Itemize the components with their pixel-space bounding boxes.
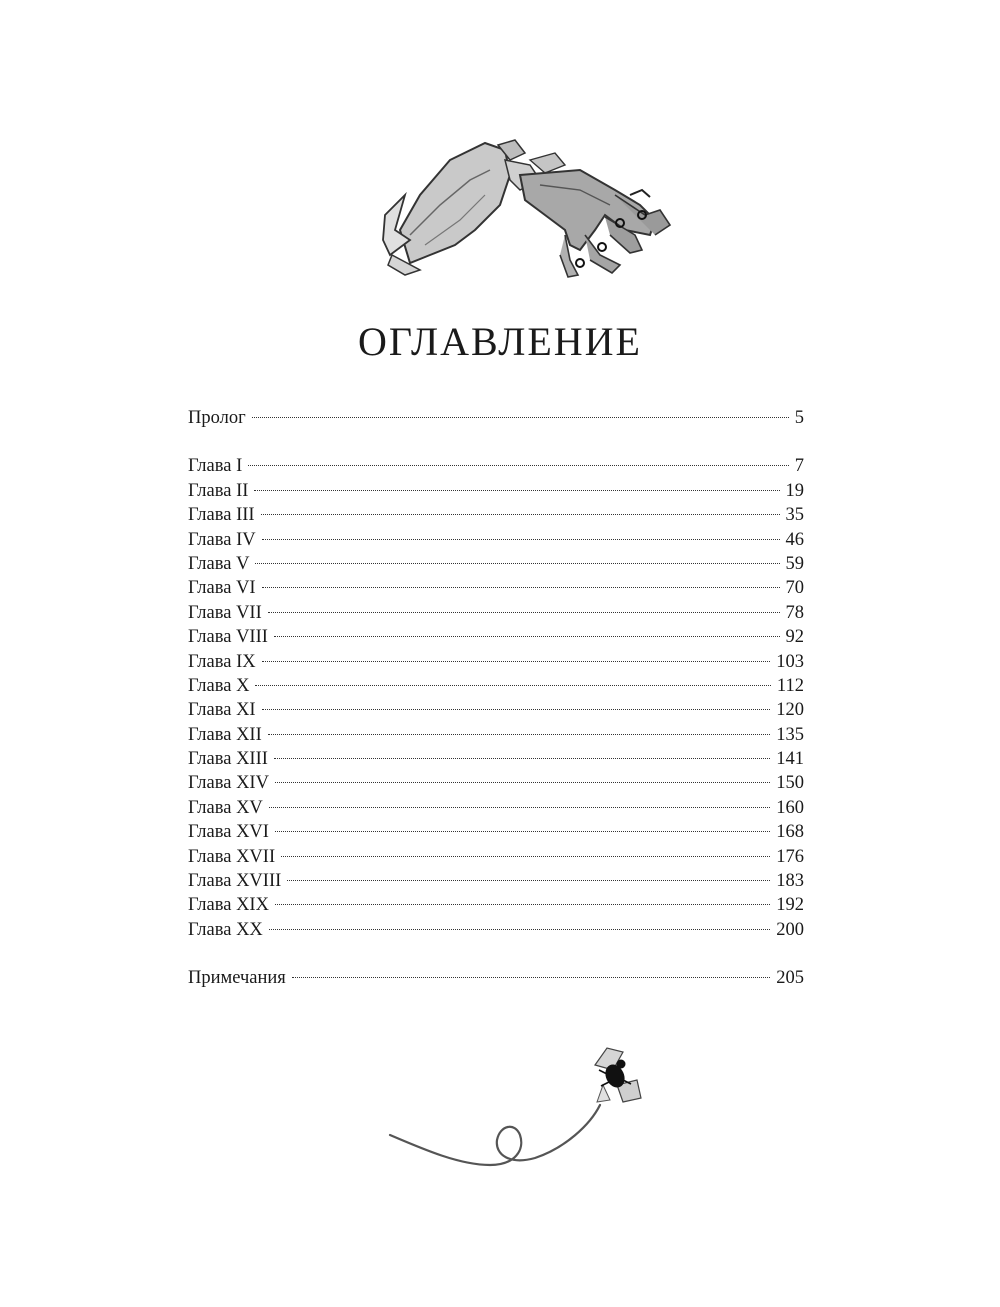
table-of-contents xyxy=(188,406,804,991)
toc-page-number: 59 xyxy=(785,553,804,574)
toc-leader-dots xyxy=(261,514,780,515)
toc-page-number: 35 xyxy=(785,505,804,526)
toc-entry-chapter[interactable] xyxy=(188,576,804,600)
toc-entry-chapter[interactable] xyxy=(188,479,804,503)
toc-page-number: 112 xyxy=(776,675,804,696)
toc-leader-dots xyxy=(268,612,780,613)
toc-page-number: 19 xyxy=(785,480,804,501)
toc-leader-dots xyxy=(269,929,770,930)
toc-leader-dots xyxy=(274,636,780,637)
flying-beetle-illustration xyxy=(385,1040,655,1180)
toc-entry-chapter[interactable] xyxy=(188,869,804,893)
toc-entry-chapter[interactable] xyxy=(188,674,804,698)
toc-entry-label: Глава XVIII xyxy=(188,871,282,892)
toc-entry-chapter[interactable] xyxy=(188,771,804,795)
toc-entry-notes[interactable] xyxy=(188,966,804,990)
toc-page-number: 205 xyxy=(776,968,804,989)
toc-entry-label: Глава IX xyxy=(188,651,256,672)
toc-entry-label: Глава VIII xyxy=(188,627,268,648)
toc-entry-chapter[interactable] xyxy=(188,723,804,747)
toc-entry-chapter[interactable] xyxy=(188,552,804,576)
toc-leader-dots xyxy=(275,904,770,905)
toc-leader-dots xyxy=(248,465,789,466)
toc-leader-dots xyxy=(292,977,770,978)
toc-entry-chapter[interactable] xyxy=(188,698,804,722)
toc-entry-label: Глава VI xyxy=(188,578,256,599)
toc-leader-dots xyxy=(262,661,771,662)
toc-entry-label: Глава II xyxy=(188,480,249,501)
toc-entry-label: Глава XX xyxy=(188,919,263,940)
toc-page-number: 46 xyxy=(785,529,804,550)
toc-entry-chapter[interactable] xyxy=(188,820,804,844)
toc-leader-dots xyxy=(269,807,770,808)
toc-leader-dots xyxy=(262,587,780,588)
toc-leader-dots xyxy=(252,417,789,418)
toc-leader-dots xyxy=(255,685,770,686)
toc-entry-chapter[interactable] xyxy=(188,918,804,942)
toc-entry-label: Глава XIV xyxy=(188,773,269,794)
toc-entry-chapter[interactable] xyxy=(188,625,804,649)
toc-page-number: 141 xyxy=(776,749,804,770)
gloved-hands-illustration xyxy=(380,135,685,285)
toc-page-number: 192 xyxy=(776,895,804,916)
toc-page-number: 183 xyxy=(776,871,804,892)
toc-entry-label: Глава I xyxy=(188,456,243,477)
toc-page-number: 135 xyxy=(776,724,804,745)
toc-page-number: 176 xyxy=(776,846,804,867)
toc-leader-dots xyxy=(274,758,770,759)
toc-entry-label: Глава III xyxy=(188,505,255,526)
toc-leader-dots xyxy=(268,734,770,735)
toc-leader-dots xyxy=(262,539,780,540)
toc-entry-label: Глава XI xyxy=(188,700,256,721)
toc-entry-label: Примечания xyxy=(188,968,286,989)
toc-entry-label: Глава IV xyxy=(188,529,256,550)
toc-entry-label: Глава XVI xyxy=(188,822,269,843)
toc-page-number: 7 xyxy=(794,456,804,477)
toc-page-number: 120 xyxy=(776,700,804,721)
toc-entry-label: Глава XV xyxy=(188,797,263,818)
toc-entry-label: Глава X xyxy=(188,675,250,696)
toc-entry-label: Глава XII xyxy=(188,724,262,745)
toc-entry-chapter[interactable] xyxy=(188,601,804,625)
toc-page-number: 103 xyxy=(776,651,804,672)
toc-leader-dots xyxy=(275,782,770,783)
toc-entry-chapter[interactable] xyxy=(188,454,804,478)
toc-entry-label: Глава VII xyxy=(188,602,262,623)
toc-page-number: 92 xyxy=(785,627,804,648)
toc-page-number: 78 xyxy=(785,602,804,623)
toc-leader-dots xyxy=(275,831,770,832)
toc-entry-chapter[interactable] xyxy=(188,503,804,527)
toc-entry-chapter[interactable] xyxy=(188,893,804,917)
toc-entry-label: Глава XIX xyxy=(188,895,269,916)
toc-leader-dots xyxy=(287,880,770,881)
toc-page-number: 168 xyxy=(776,822,804,843)
toc-leader-dots xyxy=(281,856,770,857)
toc-entry-label: Пролог xyxy=(188,408,246,428)
toc-leader-dots xyxy=(262,709,771,710)
toc-entry-label: Глава V xyxy=(188,553,250,574)
toc-entry-label: Глава XVII xyxy=(188,846,276,867)
toc-page-number: 70 xyxy=(785,578,804,599)
toc-entry-chapter[interactable] xyxy=(188,650,804,674)
toc-page-number: 200 xyxy=(776,919,804,940)
toc-entry-chapter[interactable] xyxy=(188,845,804,869)
toc-entry-chapter[interactable] xyxy=(188,528,804,552)
toc-leader-dots xyxy=(254,490,779,491)
toc-entry-chapter[interactable] xyxy=(188,747,804,771)
toc-page-number: 150 xyxy=(776,773,804,794)
page-title: ОГЛАВЛЕНИЕ xyxy=(358,319,642,364)
toc-entry-chapter[interactable] xyxy=(188,796,804,820)
toc-page-number: 5 xyxy=(794,408,804,428)
toc-entry-label: Глава XIII xyxy=(188,749,268,770)
toc-entry-prologue[interactable] xyxy=(188,406,804,430)
toc-page-number: 160 xyxy=(776,797,804,818)
toc-leader-dots xyxy=(255,563,779,564)
